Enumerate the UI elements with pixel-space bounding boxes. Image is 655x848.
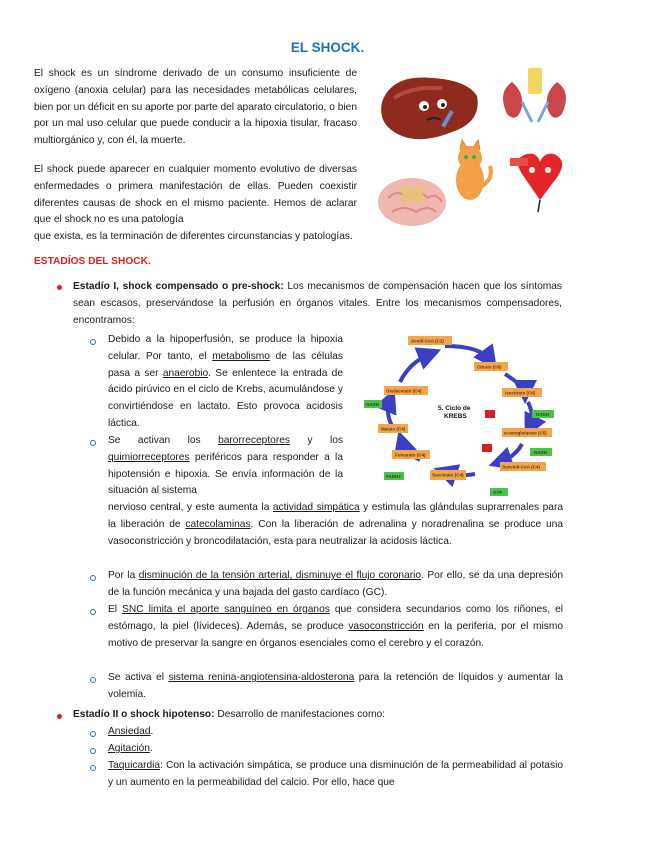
sub2-text-b: y los [290,435,343,446]
sub5-text-a: Se activa el [108,672,169,683]
sub2-text-e: y estimula las glándulas suprarrenales para la liberación de [108,502,563,530]
bullet-stage-2 [57,714,62,719]
kidneys-character [503,68,566,122]
node-citrato-label: Citrato (C6) [477,364,502,370]
intro-paragraph-2-tail: que exista, es la terminación de diferentes circunstancias y patologías. [34,231,353,242]
liver-character [381,78,478,140]
sub2-text-a: Se activan los [108,435,219,446]
sub4-text-a: El [108,604,123,615]
intro-paragraph-2: El shock puede aparecer en cualquier momento evolutivo de diversas enfermedades o primera manifestación de ellas. Pueden coexistir diferentes causas de shock en el mismo paciente. Hemos de aclarar que el shock no es una patología [34,164,357,226]
sub2-text-c: periféricos para responder a la hipotensión e hipoxia. Se envía información de la situación al sistema [108,451,343,497]
link-agitacion[interactable]: Agitación [108,743,150,754]
cofactor-red-1 [485,410,495,418]
bullet-taquicardia [90,765,96,771]
cofactor-gtp-label: GTP [493,490,503,495]
node-malato-label: Malato (C4) [381,426,406,432]
intro-paragraph-1: El shock es un síndrome derivado de un consumo insuficiente de oxígeno (anoxia celular) para las necesidades metabólicas celulares, bien por un déficit en su aporte por parte del aparato circulatorio, o bien por un mal uso celular que puede conducir a la hipoxia tisular, fracaso multiorgánico y, con él, la muerte. [34,68,357,147]
bullet-stage-1 [57,285,62,290]
krebs-cycle-diagram [350,332,562,500]
sub5-text-b: para la retención de líquidos y aumentar la volemia. [108,672,563,700]
stage-1-label: Estadío I, shock compensado o pre-shock: [73,281,284,292]
node-fumarato-label: Fumarato (C4) [395,452,426,458]
cofactor-nadh-lower-label: NADH [534,450,547,455]
bullet-agitacion [90,748,96,754]
sub-item-coronary-flow [108,568,563,602]
link-snc-aporte[interactable]: SNC limita el aporte sanguíneo en órganos [122,604,330,615]
cofactor-red-2 [482,444,492,452]
link-metabolismo[interactable]: metabolismo [212,350,270,362]
link-actividad-simpatica[interactable]: actividad simpática [272,502,360,513]
link-vasoconstriccion[interactable]: vasoconstricción [348,620,424,632]
stage-1-text: Los mecanismos de compensación hacen que los síntomas sean escasos, preservándose la perfusión en órganos vitales. Entre los mecanismos compensadores, encontramos: [73,281,562,326]
sub4-text-b: que considera secundarios como los riñones, el estómago, la piel (lívideces). Además, se produce [108,604,564,632]
link-quimiorreceptores[interactable]: quimiorreceptores [108,451,190,463]
cofactor-fadh-label: FADH2 [386,474,401,479]
sub1-text-c: . Se enlentece la entrada de ácido pirúvico en el ciclo de Krebs, acumulándose y convirtiéndose en lactato. Esto provoca acidosis láctica. [108,367,343,429]
node-succinato-label: Succinato (C4) [432,472,464,478]
node-oxalacetato-label: Oxalacetato (C4) [386,388,422,394]
sub-item-snc [108,602,563,652]
sub-item-receptors-continued [108,500,563,550]
stage-2-label: Estadío II o shock hipotenso: [73,709,215,720]
heart-character [510,154,562,212]
cat-character [456,140,491,200]
organs-illustration [372,62,588,232]
bullet-sub-3 [90,575,96,581]
item-ansiedad: Ansiedad. [108,726,154,737]
link-taquicardia[interactable]: Taquicardia [108,760,161,771]
stage-2-paragraph [73,707,562,724]
node-isocitrato-label: Isocitrato (C6) [505,390,536,396]
link-renina-angiotensina[interactable]: sistema renina-angiotensina-aldosterona [168,672,355,683]
section-heading-stages: ESTADÍOS DEL SHOCK. [34,256,151,267]
bullet-sub-4 [90,609,96,615]
krebs-title: 5. Ciclo de KREBS [438,405,471,420]
item-taquicardia [108,758,563,792]
sub1-text-b: de las células pasa a ser [108,350,343,379]
sub1-text-a: Debido a la hipoperfusión, se produce la hipoxia celular. Por tanto, el [108,334,343,362]
stage-1-paragraph [73,279,562,329]
sub-item-raa [108,670,563,704]
bullet-ansiedad [90,731,96,737]
cofactor-nadh-left-label: NADH [366,402,379,407]
link-ansiedad[interactable]: Ansiedad [108,726,151,737]
link-tension-arterial[interactable]: disminución de la tensión arterial, disminuye el flujo coronario [138,570,422,581]
sub3-text-a: Por la [108,570,139,581]
page-title: EL SHOCK. [290,40,365,55]
stage-2-text: Desarrollo de manifestaciones como: [214,709,385,720]
bullet-sub-1 [90,339,96,345]
cofactor-nadh-right-label: NADH [536,412,549,417]
bullet-sub-2 [90,440,96,446]
link-barorreceptores[interactable]: barorreceptores [218,435,290,446]
sub2-text-d: nervioso central, y este aumenta la [108,502,273,513]
brain-character [378,178,446,226]
sub-item-hypoperfusion [108,332,343,433]
sub-item-receptors [108,433,343,500]
link-catecolaminas[interactable]: catecolaminas [185,518,251,530]
sub3-text-b: . Por ello, se da una depresión de la función mecánica y una bajada del gasto cardíaco (GC). [108,570,563,598]
bullet-sub-5 [90,677,96,683]
taquicardia-text: : Con la activación simpática, se produce una disminución de la permeabilidad al potasio y un aumento en la permeabilidad del calcio. Por ello, hace que [108,760,563,788]
sub2-text-f: . Con la liberación de adrenalina y noradrenalina se produce una vasoconstricción y broncodilatación, esta para neutralizar la acidosis láctica. [108,518,563,547]
node-alfa-label: α-cetoglutarato (C5) [504,430,547,436]
item-agitacion: Agitación. [108,743,153,754]
node-acetil-coa-label: Acetil-CoA (C2) [411,338,444,344]
link-anaerobio[interactable]: anaerobio [162,367,209,379]
node-succinil-label: Succinil-CoA (C4) [502,464,540,470]
sub4-text-c: en la periferia, por el mismo motivo de preservar la sangre en órganos esenciales como el cerebro y el corazón. [108,620,564,649]
